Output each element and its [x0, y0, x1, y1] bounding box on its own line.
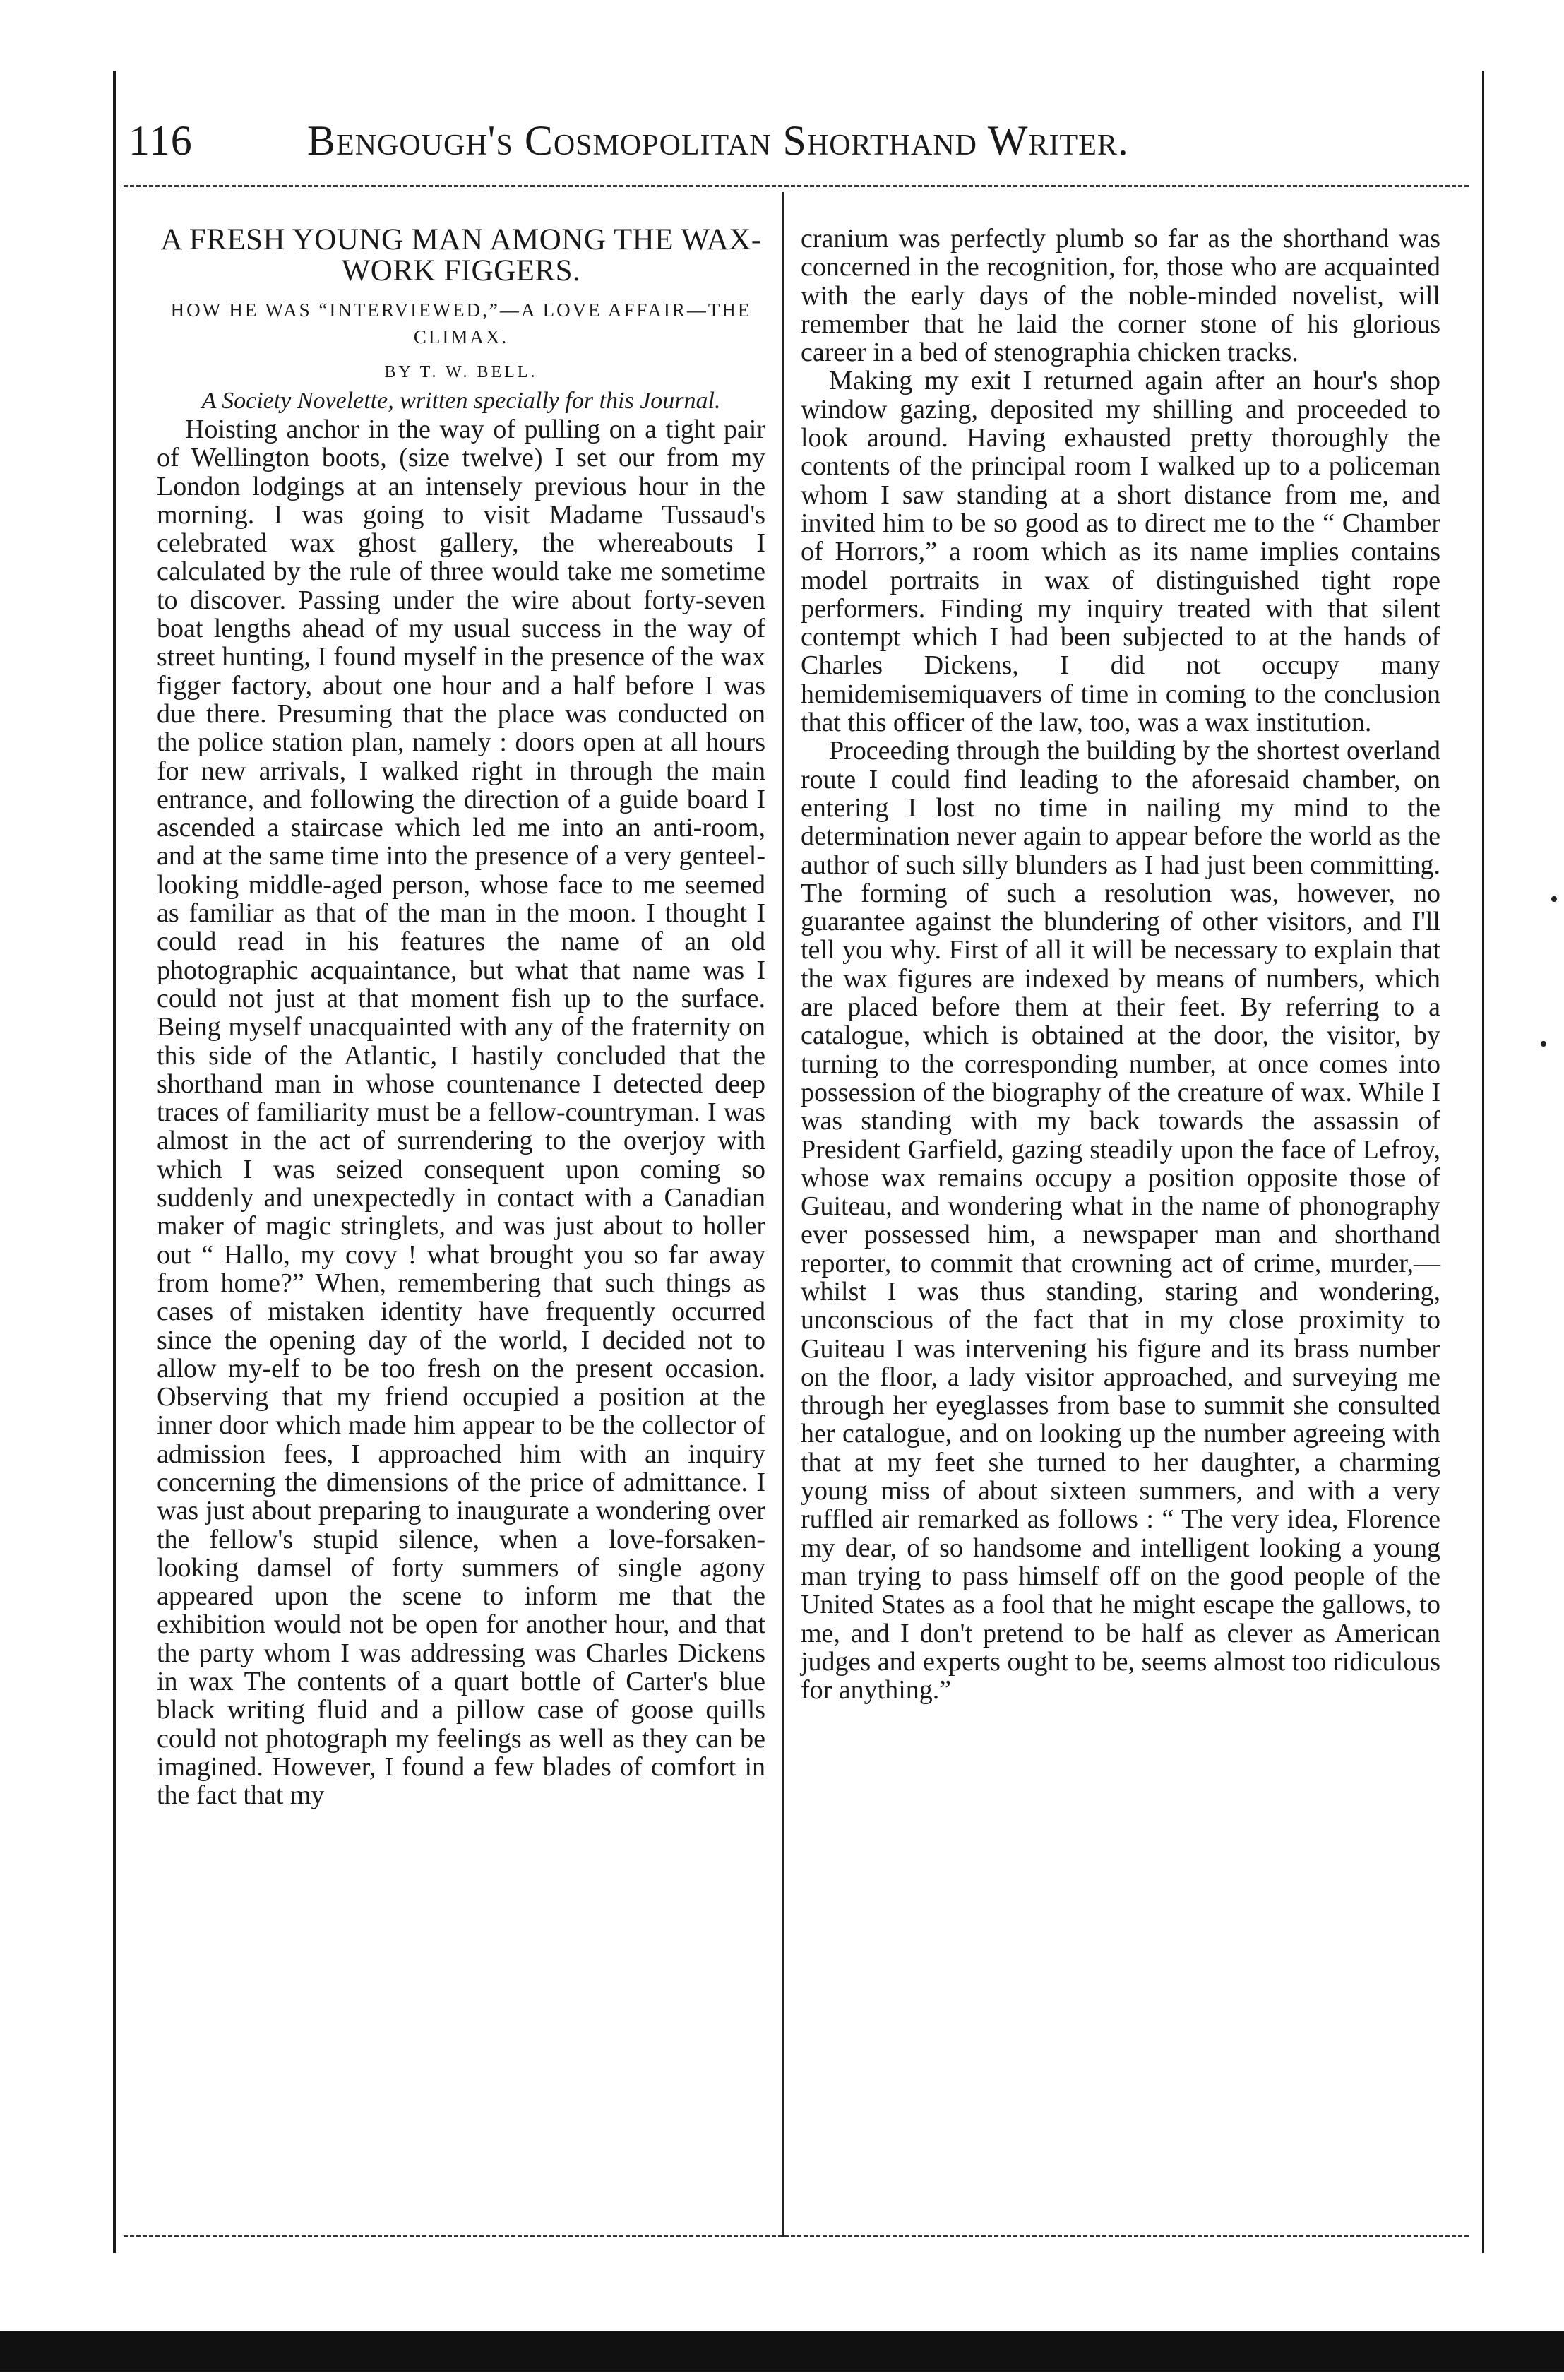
article-note: A Society Novelette, written specially for this Journal.	[201, 388, 721, 414]
paragraph: Proceeding through the building by the shortest overland route I could find leading to the aforesaid chamber, on entering I lost no time in nailing my mind to the determination never again to appear before the world as the author of such silly blunders as I had just been committing. The forming of such a resolution was, however, no guarantee against the blundering of other visitors, and I'll tell you why. First of all it will be necessary to explain that the wax figures are indexed by means of numbers, which are placed before them at their feet. By referring to a catalogue, which is obtained at the door, the visitor, by turning to the corresponding number, at once comes into possession of the biography of the creature of wax. While I was standing with my back towards the assassin of President Garfield, gazing steadily upon the face of Lefroy, whose wax remains occupy a position opposite those of Guiteau, and wondering what in the name of phonography ever possessed him, a newspaper man and shorthand reporter, to commit that crowning act of crime, murder,—whilst I was thus standing, staring and wondering, unconscious of the fact that in my close proximity to Guiteau I was intervening his figure and its brass number on the floor, a lady visitor approached, and surveying me through her eyeglasses from base to summit she consulted her catalogue, and on looking up the number agreeing with that at my feet she turned to her daughter, a charming young miss of about sixteen summers, and with a very ruffled air remarked as follows : “ The very idea, Florence my dear, of so handsome and intelligent looking a young man trying to pass himself off on the good people of the United States as a fool that he might escape the gallows, to me, and I don't pretend to be half as clever as American judges and experts ought to be, seems almost too ridiculous for anything.”	[801, 736, 1440, 1706]
article-subtitle: HOW HE WAS “INTERVIEWED,”—A LOVE AFFAIR—THE CLIMAX.	[170, 299, 752, 347]
byline: BY T. W. BELL.	[384, 363, 538, 381]
column-divider	[782, 192, 784, 2237]
paragraph: Making my exit I returned again after an hour's shop window gazing, deposited my shilling and proceeded to look around. Having exhausted pretty thoroughly the contents of the principal room I walked up to a policeman whom I saw standing at a short distance from me, and invited him to be so good as to direct me to the “ Chamber of Horrors,” a room which as its name implies contains model portraits in wax of distinguished tight rope performers. Finding my inquiry treated with that silent contempt which I had been subjected to at the hands of Charles Dickens, I did not occupy many hemidemisemiquavers of time in coming to the conclusion that this officer of the law, too, was a wax institution.	[801, 366, 1440, 738]
scan-edge-band	[0, 2331, 1564, 2372]
left-column	[157, 225, 765, 1810]
page-header	[127, 117, 1469, 180]
footer-rule	[124, 2235, 1469, 2237]
right-column	[801, 225, 1440, 1704]
margin-mark: •	[1539, 1031, 1548, 1057]
page-number: 116	[129, 117, 193, 164]
running-title: Bengough's Cosmopolitan Shorthand Writer.	[307, 117, 1129, 164]
header-rule	[124, 185, 1469, 187]
margin-mark: •	[1550, 886, 1558, 912]
article-title: A FRESH YOUNG MAN AMONG THE WAX-WORK FIGGERS.	[160, 223, 762, 287]
paragraph: Hoisting anchor in the way of pulling on a tight pair of Wellington boots, (size twelve) I set our from my London lodgings at an intensely previous hour in the morning. I was going to visit Madame Tussaud's celebrated wax ghost gallery, the whereabouts I calculated by the rule of three would take me sometime to discover. Passing under the wire about forty-seven boat lengths ahead of my usual success in the way of street hunting, I found myself in the presence of the wax figger factory, about one hour and a half before I was due there. Presuming that the place was conducted on the police station plan, namely : doors open at all hours for new arrivals, I walked right in through the main entrance, and following the direction of a guide board I ascended a staircase which led me into an anti-room, and at the same time into the presence of a very genteel-looking middle-aged person, whose face to me seemed as familiar as that of the man in the moon. I thought I could read in his features the name of an old photographic acquaintance, but what that name was I could not just at that moment fish up to the surface. Being myself unacquainted with any of the fraternity on this side of the Atlantic, I hastily concluded that the shorthand man in whose countenance I detected deep traces of familiarity must be a fellow-countryman. I was almost in the act of surrendering to the overjoy with which I was seized consequent upon coming so suddenly and unexpectedly in contact with a Canadian maker of magic stringlets, and was just about to holler out “ Hallo, my covy ! what brought you so far away from home?” When, remembering that such things as cases of mistaken identity have frequently occurred since the opening day of the world, I decided not to allow my-elf to be too fresh on the present occasion. Observing that my friend occupied a position at the inner door which made him appear to be the collector of admission fees, I approached him with an inquiry concerning the dimensions of the price of admittance. I was just about preparing to inaugurate a wondering over the fellow's stupid silence, when a love-forsaken-looking damsel of forty summers of single agony appeared upon the scene to inform me that the exhibition would not be open for another hour, and that the party whom I was addressing was Charles Dickens in wax The contents of a quart bottle of Carter's blue black writing fluid and a pillow case of goose quills could not photograph my feelings as well as they can be imagined. However, I found a few blades of comfort in the fact that my	[157, 415, 765, 1811]
paragraph: cranium was perfectly plumb so far as the shorthand was concerned in the recognition, for, those who are acquainted with the early days of the noble-minded novelist, will remember that he laid the corner stone of his glorious career in a bed of stenographia chicken tracks.	[801, 224, 1440, 368]
